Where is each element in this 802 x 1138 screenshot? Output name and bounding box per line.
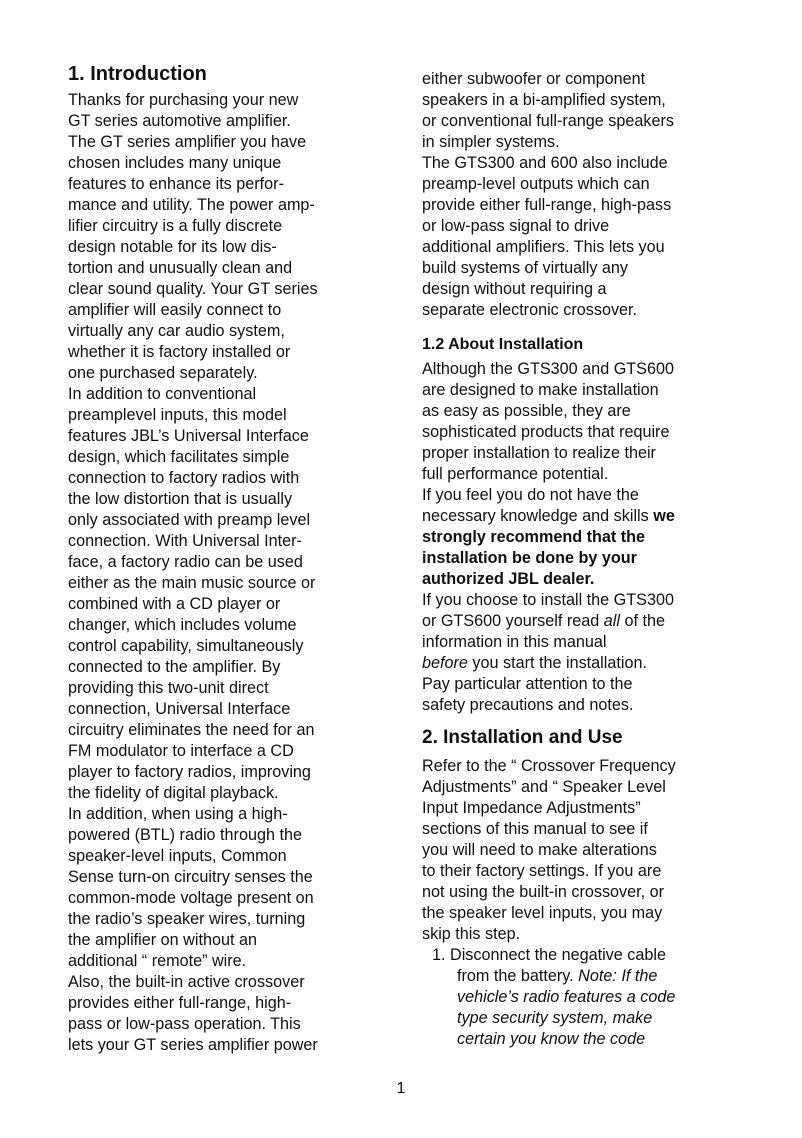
text-line: preamp-level outputs which can: [422, 175, 650, 193]
bold-recommendation: authorized JBL dealer.: [422, 570, 595, 588]
text-line: sections of this manual to see if: [422, 820, 648, 838]
right-column: [422, 69, 722, 1050]
text-line: Also, the built-in active crossover: [68, 973, 305, 991]
text-line: lifier circuitry is a fully discrete: [68, 217, 283, 235]
text-line: or low-pass signal to drive: [422, 217, 610, 235]
bold-recommendation: installation be done by your: [422, 549, 637, 567]
text-line: amplifier will easily connect to: [68, 301, 282, 319]
text-line: Pay particular attention to the: [422, 675, 633, 693]
text-line: combined with a CD player or: [68, 595, 281, 613]
text-line: [422, 611, 722, 632]
text-line: either subwoofer or component: [422, 70, 646, 88]
text-line: clear sound quality. Your GT series: [68, 280, 318, 298]
text-line: the amplifier on without an: [68, 931, 257, 949]
about-installation-heading: 1.2 About Installation: [422, 336, 584, 353]
text-fragment: necessary knowledge and skills: [422, 507, 654, 525]
text-line: Sense turn-on circuitry senses the: [68, 868, 313, 886]
text-line: control capability, simultaneously: [68, 637, 304, 655]
italic-text: all: [603, 612, 620, 630]
text-line: changer, which includes volume: [68, 616, 297, 634]
about-installation-body: [422, 359, 722, 716]
text-line: not using the built-in crossover, or: [422, 883, 665, 901]
text-line: player to factory radios, improving: [68, 763, 311, 781]
text-line: If you choose to install the GTS300: [422, 591, 674, 609]
text-line: full performance potential.: [422, 465, 609, 483]
italic-text: before: [422, 654, 468, 672]
text-line: virtually any car audio system,: [68, 322, 285, 340]
text-line: Although the GTS300 and GTS600: [422, 360, 674, 378]
text-line: as easy as possible, they are: [422, 402, 631, 420]
text-line: design notable for its low dis-: [68, 238, 277, 256]
text-line: common-mode voltage present on: [68, 889, 314, 907]
text-line: tortion and unusually clean and: [68, 259, 293, 277]
text-line: additional amplifiers. This lets you: [422, 238, 665, 256]
text-line: [422, 653, 722, 674]
text-line: you will need to make alterations: [422, 841, 657, 859]
text-line: powered (BTL) radio through the: [68, 826, 302, 844]
text-line: one purchased separately.: [68, 364, 258, 382]
text-line: information in this manual: [422, 633, 607, 651]
text-line: circuitry eliminates the need for an: [68, 721, 315, 739]
text-line: design without requiring a: [422, 280, 607, 298]
text-line: In addition to conventional: [68, 385, 257, 403]
step-text: 1. Disconnect the negative cable: [432, 946, 666, 964]
text-line: sophisticated products that require: [422, 423, 670, 441]
text-fragment: you start the installation.: [467, 654, 647, 672]
text-line: or conventional full-range speakers: [422, 112, 674, 130]
text-line: to their factory settings. If you are: [422, 862, 662, 880]
text-line: providing this two-unit direct: [68, 679, 269, 697]
text-line: safety precautions and notes.: [422, 696, 634, 714]
text-line: connection, Universal Interface: [68, 700, 291, 718]
italic-note: certain you know the code: [457, 1030, 646, 1048]
text-line: skip this step.: [422, 925, 521, 943]
text-fragment: of the: [619, 612, 665, 630]
installation-and-use-heading: 2. Installation and Use: [422, 727, 623, 748]
text-line: features JBL’s Universal Interface: [68, 427, 309, 445]
step-list-item: [422, 945, 722, 1050]
text-line: FM modulator to interface a CD: [68, 742, 294, 760]
text-line: features to enhance its perfor-: [68, 175, 284, 193]
text-line: [422, 506, 722, 527]
page-number: 1: [396, 1080, 406, 1097]
text-line: the radio’s speaker wires, turning: [68, 910, 306, 928]
text-line: separate electronic crossover.: [422, 301, 638, 319]
text-line: mance and utility. The power amp-: [68, 196, 315, 214]
text-line: speaker-level inputs, Common: [68, 847, 287, 865]
text-line: Thanks for purchasing your new: [68, 91, 299, 109]
text-line: are designed to make installation: [422, 381, 659, 399]
text-line: Refer to the “ Crossover Frequency: [422, 757, 676, 775]
text-line: provide either full-range, high-pass: [422, 196, 672, 214]
bold-recommendation: strongly recommend that the: [422, 528, 646, 546]
text-line: The GT series amplifier you have: [68, 133, 307, 151]
text-line: In addition, when using a high-: [68, 805, 288, 823]
text-line: in simpler systems.: [422, 133, 560, 151]
text-line: only associated with preamp level: [68, 511, 311, 529]
text-line: either as the main music source or: [68, 574, 316, 592]
left-column: [68, 62, 368, 1056]
text-line: connection to factory radios with: [68, 469, 300, 487]
step-text: [422, 966, 722, 987]
text-line: GT series automotive amplifier.: [68, 112, 291, 130]
text-line: the fidelity of digital playback.: [68, 784, 279, 802]
text-line: the low distortion that is usually: [68, 490, 293, 508]
text-line: lets your GT series amplifier power: [68, 1036, 318, 1054]
text-line: pass or low-pass operation. This: [68, 1015, 301, 1033]
bold-text: we: [653, 507, 675, 525]
text-line: face, a factory radio can be used: [68, 553, 303, 571]
introduction-continued: [422, 69, 722, 321]
text-fragment: from the battery.: [457, 967, 579, 985]
text-line: proper installation to realize their: [422, 444, 656, 462]
text-line: additional “ remote” wire.: [68, 952, 247, 970]
italic-note: vehicle’s radio features a code: [457, 988, 676, 1006]
italic-note: type security system, make: [457, 1009, 653, 1027]
introduction-body: [68, 90, 368, 1056]
text-line: The GTS300 and 600 also include: [422, 154, 668, 172]
text-line: If you feel you do not have the: [422, 486, 639, 504]
text-line: provides either full-range, high-: [68, 994, 292, 1012]
text-fragment: or GTS600 yourself read: [422, 612, 604, 630]
text-line: whether it is factory installed or: [68, 343, 291, 361]
text-line: Input Impedance Adjustments”: [422, 799, 641, 817]
installation-and-use-body: [422, 756, 722, 1050]
text-line: preamplevel inputs, this model: [68, 406, 287, 424]
text-line: the speaker level inputs, you may: [422, 904, 663, 922]
text-line: connection. With Universal Inter-: [68, 532, 302, 550]
introduction-heading: 1. Introduction: [68, 63, 207, 85]
text-line: chosen includes many unique: [68, 154, 282, 172]
text-line: build systems of virtually any: [422, 259, 629, 277]
text-line: Adjustments” and “ Speaker Level: [422, 778, 666, 796]
italic-note: Note: If the: [578, 967, 658, 985]
text-line: speakers in a bi-amplified system,: [422, 91, 666, 109]
text-line: design, which facilitates simple: [68, 448, 290, 466]
text-line: connected to the amplifier. By: [68, 658, 281, 676]
